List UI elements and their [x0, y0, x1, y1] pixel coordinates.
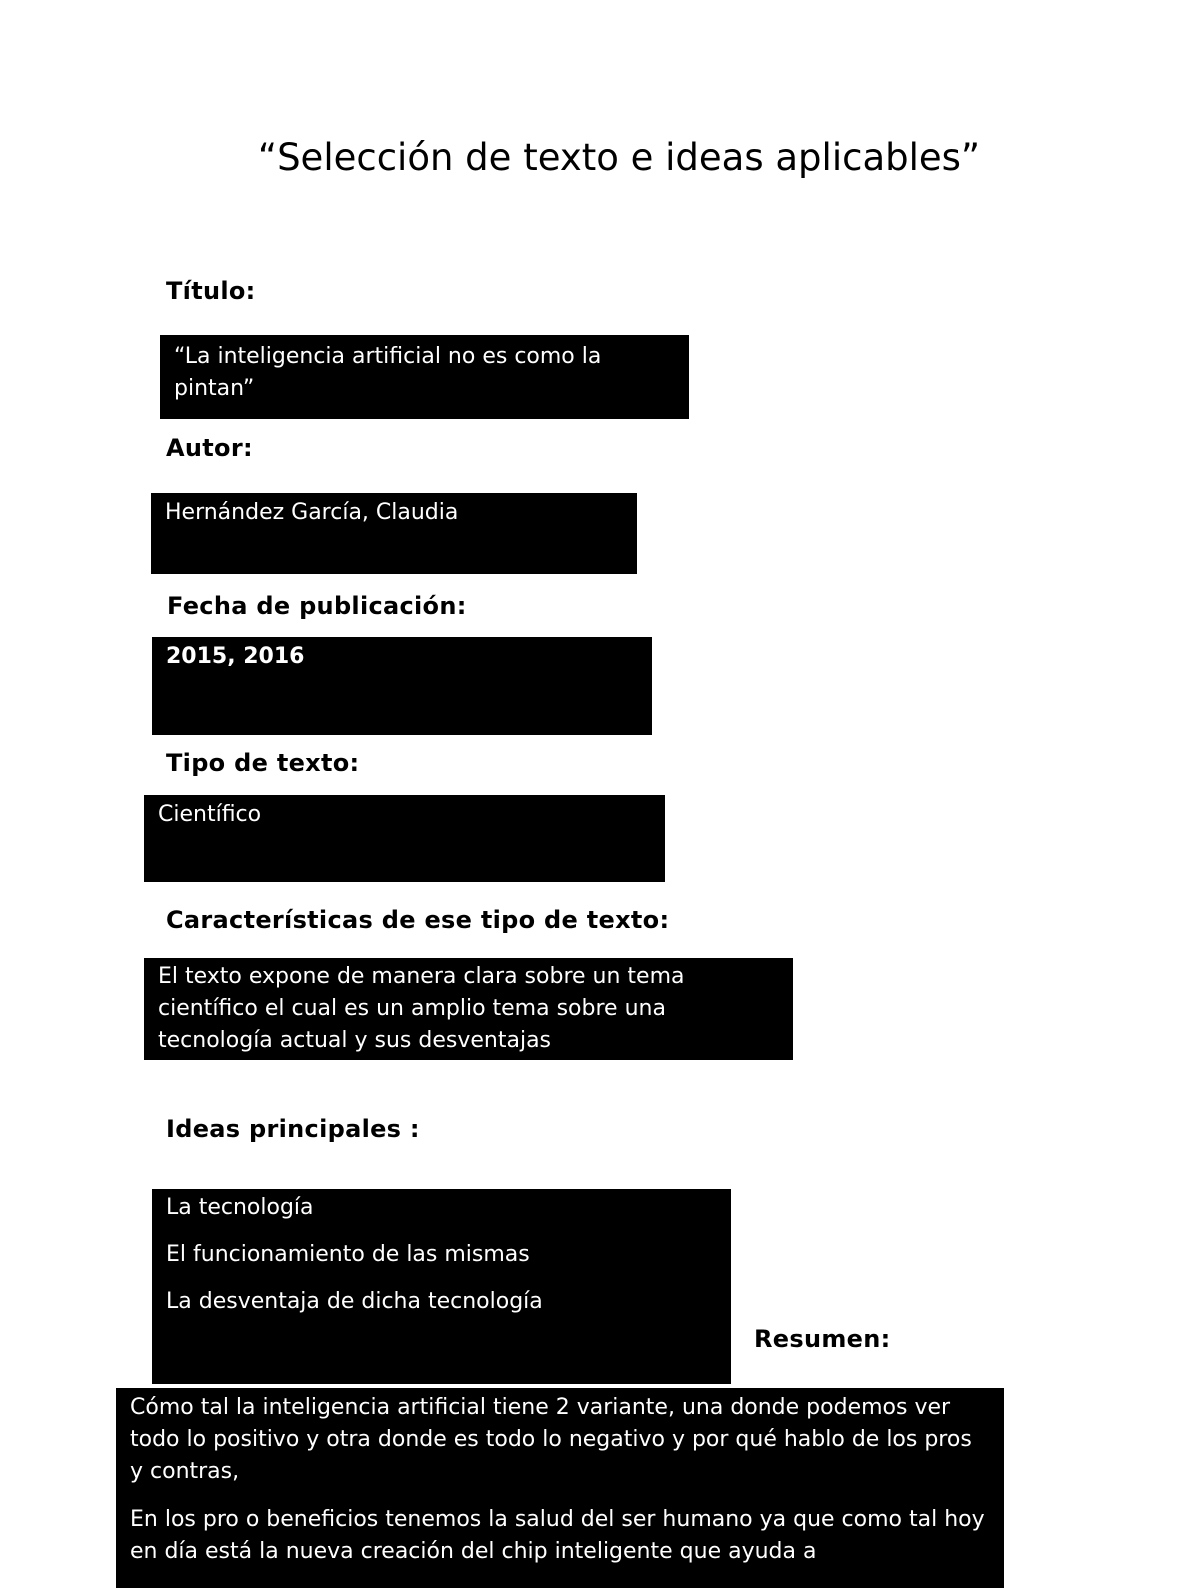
idea-item: La tecnología: [166, 1195, 314, 1220]
fecha-value-box: [152, 637, 652, 735]
autor-value: Hernández García, Claudia: [165, 500, 459, 525]
tipo-value: Científico: [158, 802, 262, 827]
titulo-label: Título:: [166, 277, 256, 305]
document-title: “Selección de texto e ideas aplicables”: [257, 136, 981, 179]
ideas-label: Ideas principales :: [166, 1115, 420, 1143]
tipo-value-box: [144, 795, 665, 882]
titulo-value: “La inteligencia artificial no es como la pintan”: [174, 344, 602, 401]
caracteristicas-value-box: [144, 958, 793, 1060]
resumen-paragraph: Cómo tal la inteligencia artificial tiene 2 variante, una donde podemos ver todo lo positivo y otra donde es todo lo negativo y por qué hablo de los pros y contras,: [130, 1395, 972, 1484]
tipo-label: Tipo de texto:: [166, 749, 360, 777]
resumen-paragraph: En los pro o beneficios tenemos la salud del ser humano ya que como tal hoy en día está la nueva creación del chip inteligente que ayuda a: [130, 1507, 985, 1564]
autor-value-box: [151, 493, 637, 574]
ideas-list-box: [152, 1189, 731, 1384]
autor-label: Autor:: [166, 434, 253, 462]
idea-item: El funcionamiento de las mismas: [166, 1242, 530, 1267]
resumen-label: Resumen:: [754, 1325, 891, 1353]
idea-item: La desventaja de dicha tecnología: [166, 1289, 543, 1314]
titulo-value-box: [160, 335, 689, 419]
fecha-label: Fecha de publicación:: [167, 592, 467, 620]
caracteristicas-value: El texto expone de manera clara sobre un tema científico el cual es un amplio tema sobre una tecnología actual y sus desventajas: [158, 964, 685, 1053]
fecha-value: 2015, 2016: [166, 644, 305, 669]
resumen-box: [116, 1388, 1004, 1588]
caracteristicas-label: Características de ese tipo de texto:: [166, 906, 670, 934]
